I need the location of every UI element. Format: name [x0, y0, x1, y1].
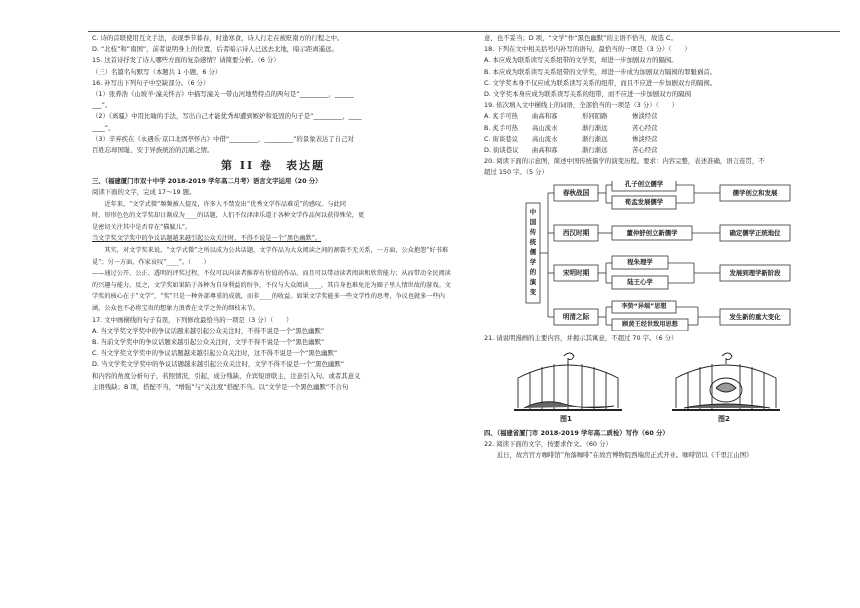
- left-column: [92, 33, 454, 393]
- q19-word: 渐行渐远: [582, 123, 608, 132]
- question-19: 19. 依次填入文中横线上的词语，全部恰当的一项是（3 分）（ ）: [484, 101, 679, 110]
- mid-box: 顾黄王经世致用思想: [622, 320, 678, 328]
- option-c: C. 文学奖本身不仅应成为联系读写关系的纽带，而且不应进一步加剧双方的隔阂。: [484, 78, 717, 87]
- result-box: 发展到理学新阶段: [729, 268, 781, 277]
- text-line: C. 诗的首联使用互文手法，表现季节暮春，时逢寒食，诗人行走在被贬南方的行程之中。: [92, 34, 344, 42]
- option-d: D. 当文学奖文学奖中的争议话题越来越引起公众关注时，文学不得不说是一个“黑色幽默”: [92, 360, 345, 369]
- analysis-line: 和内容的角度分析句子，若照情况，引起，成分残缺、介宾短语联主，注意引入句。或者其意义: [92, 371, 361, 380]
- mid-box: 董仲舒创立新儒学: [626, 228, 678, 237]
- option-c: C. 当文学奖文学奖中的争议话题越来越引起公众关注时，这不得不说是一个“黑色幽默”: [92, 349, 338, 358]
- q19-word: 形同陌路: [582, 112, 608, 121]
- text-line: 意，也不妥当；D 项，“文学”作“黑色幽默”的主语不恰当，故选 C。: [484, 34, 677, 42]
- result-box: 确定儒学正统地位: [729, 228, 781, 237]
- section-title: 第 II 卷 表达题: [221, 159, 325, 173]
- passage-line: ——通过公开、公正、透明的评奖过程，不仅可以向读者推荐有价值的作品，而且可以带动读者阅读和欣赏能力；从而带动全民阅读的兴趣与能力。反之，文学奖如果陷于各种为自身利益的纷争，不仅与大众阅读____，其自身也难免沦为圈子里人情世故的游戏。文学奖的核心在于“文学”，“奖”只是一种外部尊重的成就，而非____的收益。如果文学奖能多一些文学性的思考，争议也就多一些内涵，公众也不必将宝贵的想象力浪费在文学之外的细枝末节。: [92, 270, 451, 312]
- q19-word: A. 炙手可热: [484, 112, 518, 121]
- text-line: D. “北枝”和“南国”，前者说明身上的位置，后者暗示诗人已远去北地，暗示距离遥远。: [92, 45, 338, 54]
- question-22: 22. 阅读下面的文字，按要求作文。（60 分）: [484, 440, 612, 449]
- result-box: 儒学创立和发展: [732, 188, 778, 197]
- q19-word: 苦心经营: [632, 123, 658, 132]
- birdcage-illustrations: [504, 348, 804, 428]
- option-d: D. 文学奖本身应成为联系读写关系的纽带，而不应进一步加剧双方的隔阂: [484, 90, 692, 99]
- q19-word: 惨淡经营: [632, 112, 658, 121]
- mid-box: 陆王心学: [627, 277, 653, 286]
- result-box: 发生新的重大变化: [729, 312, 781, 321]
- q19-option-row: [484, 134, 844, 145]
- section-4-heading: 四、（福建省厦门市 2018-2019 学年高二质检）写作（60 分）: [484, 428, 669, 437]
- text-line: （3）辛弃疾在《永遇乐·京口北固亭怀古》中借“_________，_________”的景象表达了自己对: [92, 134, 354, 143]
- text-line: （2）《离骚》中用比喻的手法，写出自己才能优秀却遭到嫉妒和诋毁的句子是“_________，____: [92, 112, 362, 121]
- q19-word: 惨淡经营: [632, 134, 658, 143]
- text-line: ____”。: [92, 123, 115, 132]
- confucianism-diagram: [524, 181, 804, 331]
- option-a: A. 本应成为联系读写关系纽带的文学奖，却进一步加剧双方的隔阂。: [484, 56, 678, 65]
- option-b: B. 当前文学奖中的争议话题来越引起公众关注时，文学不得不说是一个“黑色幽默”: [92, 337, 325, 346]
- period-box: 宋明时期: [562, 268, 590, 277]
- question-20-cont: 超过 150 字。（5 分）: [484, 168, 548, 177]
- reading-passage: [92, 199, 454, 315]
- analysis-line: 主语残缺；B 项，搭配不当，“增强”与“关注度”搭配不当。以“文学是一个黑色幽默”不合句: [92, 382, 349, 391]
- figure-label-2: 图2: [718, 414, 730, 423]
- q19-word: 曲高和寡: [532, 112, 558, 121]
- q19-word: 渐行渐远: [582, 134, 608, 143]
- mid-box: 李贽“异端”思想: [621, 302, 667, 310]
- essay-prompt-line: 近日，故宫官方咖啡馆“角落咖啡”在故宫博物院西端房正式开业。咖啡馆以《千里江山图》: [496, 451, 753, 460]
- period-box: 西汉时期: [562, 228, 590, 237]
- text-line: （1）张养浩《山坡羊·潼关怀古》中描写潼关一带山河地势特点的两句是“_________，______: [92, 90, 354, 99]
- option-b: B. 本应成为联系读写关系纽带的文学奖，却进一步成为加剧双方隔阂的罪魁祸首。: [484, 67, 717, 76]
- passage-line: 近年来，“文学式微”频频被人提及，许多人不禁发出“优秀文学作品难觅”的感叹。与此同: [104, 200, 346, 208]
- option-a: A. 当文学奖文学奖中的争议话题来越引起公众关注时，不得不说是一个“黑色幽默”: [92, 326, 325, 335]
- passage-line: 是密切关注其中是否存在“猫腻儿”。: [92, 223, 192, 231]
- q19-word: 曲高和寡: [532, 146, 558, 155]
- question-17: 17. 文中画横线的句子有误，下列修改最恰当的一项是（3 分）（ ）: [92, 315, 293, 324]
- mid-box: 孔子创立儒学: [624, 179, 664, 188]
- diagram-vertical-label: 中国传统儒学的演变: [529, 207, 537, 296]
- right-column: [484, 33, 844, 461]
- q19-word: 苦心经营: [632, 146, 658, 155]
- underlined-sentence: 当文学奖文学奖中的争议话题越来越引起公众关注时，不得不说是一个“黑色幽默”。: [92, 235, 322, 243]
- q19-word: 高山流水: [532, 123, 558, 132]
- q19-word: 渐行渐远: [582, 146, 608, 155]
- question-16: 16. 补写出下列句子中空缺部分。（6 分）: [92, 78, 210, 87]
- q19-option-row: [484, 111, 844, 122]
- passage-line: 其实，对文学奖来说，“文学式微”之所以成为公共话题，文学作品为大众阅读之间的割裂不无关系，一方面，公众抱怨“好书难觅”；另一方面，作家哀叹“____”。（ ）: [92, 247, 449, 266]
- q19-option-row: [484, 123, 844, 134]
- top-rule: [88, 31, 840, 32]
- q19-word: B. 炙手可热: [484, 123, 519, 132]
- q19-word: D. 街谈巷议: [484, 146, 519, 155]
- text-line: （三）名篇名句默写（本题共 1 小题，6 分）: [92, 67, 222, 76]
- mid-box: 程朱理学: [627, 257, 653, 266]
- q19-word: C. 街谈巷议: [484, 134, 519, 143]
- cartoon-figures: [504, 348, 844, 428]
- text-line: ___”。: [92, 101, 112, 110]
- question-20: 20. 阅读下面的示意图，简述中国传统儒学的演变历程。要求：内容完整，表述准确，语言连贯，不: [484, 157, 765, 166]
- read-prompt: 阅读下面的文字，完成 17～19 题。: [92, 188, 196, 197]
- q19-option-row: [484, 145, 844, 156]
- period-box: 明清之际: [562, 312, 590, 321]
- question-21: 21. 请说明漫画的主要内容，并揭示其寓意，不超过 70 字。（6 分）: [484, 333, 678, 342]
- period-box: 春秋战国: [562, 188, 590, 197]
- question-18: 18. 下列在文中相关括号内补写的语句，最恰当的一项是（3 分）（ ）: [484, 45, 691, 54]
- q19-word: 高山流水: [532, 134, 558, 143]
- section-3-heading: 三、（福建厦门市双十中学 2018-2019 学年高二月考）语言文字运用（20 分）: [92, 177, 322, 186]
- question-15: 15. 这首诗抒发了诗人哪些方面的复杂感情？请简要分析。（6 分）: [92, 56, 280, 65]
- mid-box: 荀孟发展儒学: [624, 197, 664, 206]
- figure-label-1: 图1: [560, 414, 572, 423]
- text-line: 百姓忘却国耻、安于异族统治的沉痛之情。: [92, 146, 214, 155]
- passage-line: 时，形形色色的文学奖却日渐成为____的话题，人们不仅津津乐道于各种文学作品何以获得殊荣，更: [92, 212, 365, 220]
